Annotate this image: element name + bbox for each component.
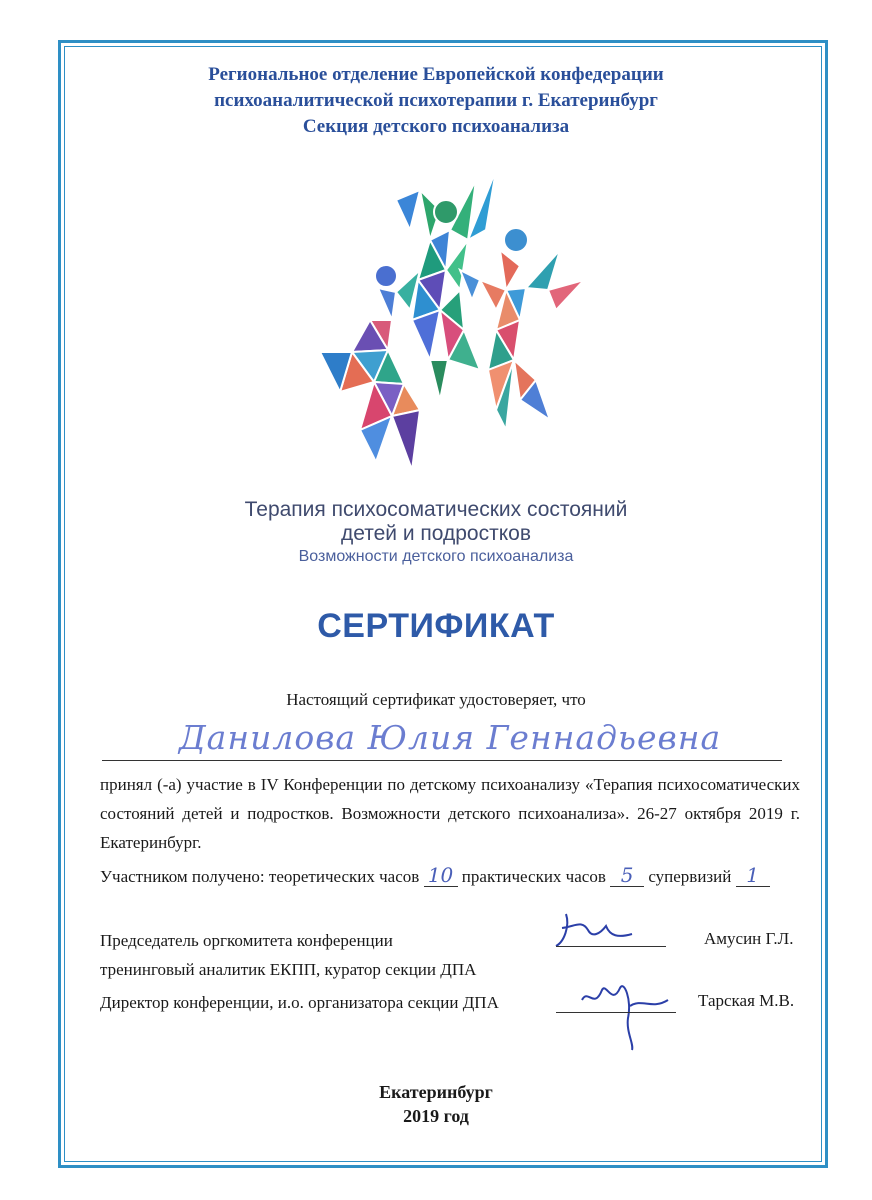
chair-signature-block xyxy=(100,926,476,984)
footer-city: Екатеринбург xyxy=(379,1082,493,1102)
supervision-label: супервизий xyxy=(648,867,732,886)
chair-title-line-2: тренинговый аналитик ЕКПП, куратор секции ДПА xyxy=(100,960,477,979)
header-line-2: психоаналитической психотерапии г. Екатеринбург xyxy=(214,90,658,111)
hours-prefix: Участником получено: теоретических часов xyxy=(100,867,420,886)
chair-name: Амусин Г.Л. xyxy=(704,929,794,948)
theory-hours-value: 10 xyxy=(424,864,458,887)
chair-signature-line xyxy=(556,946,666,947)
practice-hours-label: практических часов xyxy=(461,867,606,886)
director-signature-block xyxy=(100,988,499,1017)
logo-left-figure xyxy=(320,265,420,470)
hours-line xyxy=(100,862,820,891)
conference-subtitle: Возможности детского психоанализа xyxy=(298,548,574,565)
certificate-title: СЕРТИФИКАТ xyxy=(317,607,555,645)
organization-header xyxy=(0,62,872,140)
director-name: Тарская М.В. xyxy=(698,991,795,1010)
logo-right-figure xyxy=(460,228,584,430)
conference-title-line-1: Терапия психосоматических состояний xyxy=(244,498,628,521)
participation-text: принял (-а) участие в IV Конференции по детскому психоанализу «Терапия психосоматических состояний детей и подростков. Возможности детского психоанализа». 26-27 октября 2019 г. Екатеринбург. xyxy=(100,775,800,852)
chair-title-line-1: Председатель оргкомитета конференции xyxy=(100,931,393,950)
supervision-value: 1 xyxy=(736,864,770,887)
footer-year: 2019 год xyxy=(403,1106,469,1126)
director-signature xyxy=(572,970,682,1052)
director-signature-line xyxy=(556,1012,676,1013)
practice-hours-value: 5 xyxy=(610,864,644,887)
header-line-3: Секция детского психоанализа xyxy=(302,116,570,137)
footer xyxy=(0,1080,872,1128)
conference-title-line-2: детей и подростков xyxy=(340,522,531,545)
conference-title xyxy=(0,498,872,546)
recipient-name: Данилова Юлия Геннадьевна xyxy=(178,718,722,757)
name-underline xyxy=(102,760,782,761)
certifies-text: Настоящий сертификат удостоверяет, что xyxy=(286,690,586,709)
header-line-1: Региональное отделение Европейской конфедерации xyxy=(208,64,664,85)
director-title: Директор конференции, и.о. организатора секции ДПА xyxy=(100,993,499,1012)
conference-logo xyxy=(300,170,590,490)
